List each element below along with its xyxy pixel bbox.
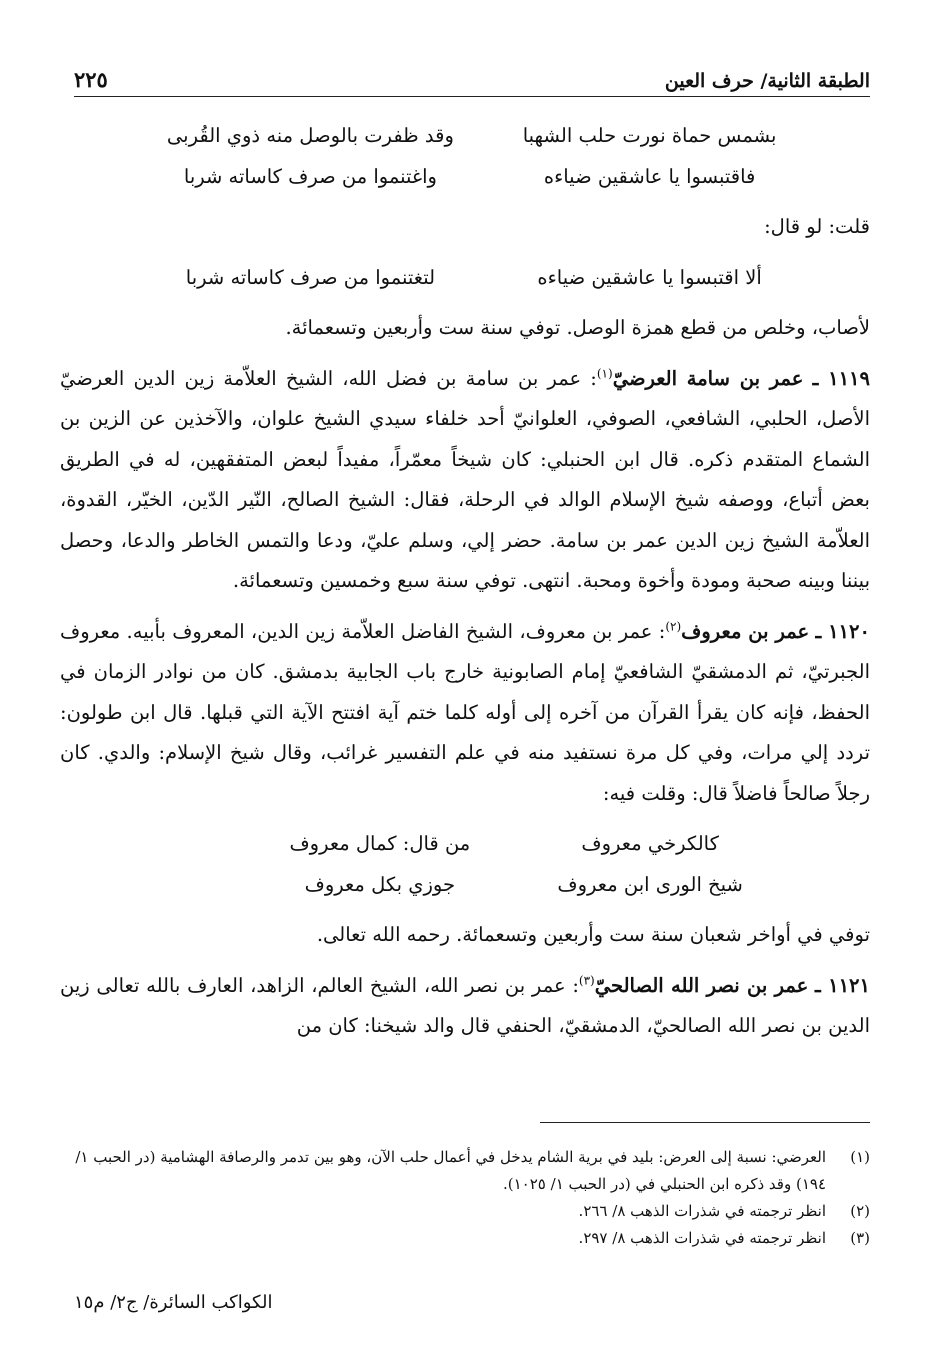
entry-text: : عمر بن معروف، الشيخ الفاضل العلاّمة زين الدين، المعروف بأبيه. معروف الجبرتيّ، ثم الدمشقيّ الشافعيّ إمام الصابونية خارج باب الجابية بدمشق. كان من نوادر الزمان في الحفظ، فإنه كان يقرأ القرآن من آخره إلى أوله كلما ختم آية افتتح الآية التي قبلها. قال ابن طولون: تردد إلي مرات، وفي كل مرة نستفيد منه في علم التفسير غرائب، وقال شيخ الإسلام: والدي. كان رجلاً صالحاً فاضلاً قال: وقلت فيه: xyxy=(60,619,870,805)
entry-number: ١١٢١ ـ xyxy=(815,973,870,997)
footnote-number: (١) xyxy=(850,1148,870,1166)
footnote-text: انظر ترجمته في شذرات الذهب ٨/ ٢٦٦. xyxy=(578,1202,826,1220)
verse-hemistich: واغتنموا من صرف كاساته شربا xyxy=(183,164,437,188)
verse-hemistich: وقد ظفرت بالوصل منه ذوي القُربى xyxy=(166,124,454,147)
verse-hemistich: كالكرخي معروف xyxy=(581,832,719,855)
verse-hemistich: بشمس حماة نورت حلب الشهبا xyxy=(522,124,777,147)
entry-number: ١١١٩ ـ xyxy=(812,366,871,390)
entry-1121 xyxy=(60,966,870,1047)
entry-1120 xyxy=(60,612,870,815)
footnote-ref[interactable]: (١) xyxy=(596,366,613,380)
entry-number: ١١٢٠ ـ xyxy=(815,619,870,643)
qultu-line: قلت: لو قال: xyxy=(764,215,870,238)
verse-hemistich: من قال: كمال معروف xyxy=(289,832,471,855)
verse-line xyxy=(60,116,870,157)
signature-mark: الكواكب السائرة/ ج٢/ م١٥ xyxy=(74,1292,273,1313)
paragraph: لأصاب، وخلص من قطع همزة الوصل. توفي سنة ست وأربعين وتسعمائة. xyxy=(285,316,870,339)
entry-text: : عمر بن نصر الله، الشيخ العالم، الزاهد، العارف بالله تعالى زين الدين بن نصر الله الصالحيّ، الدمشقيّ، الحنفي قال والد شيخنا: كان من xyxy=(60,973,870,1037)
footnote-ref[interactable]: (٢) xyxy=(665,619,682,633)
entry-text: : عمر بن سامة بن فضل الله، الشيخ العلاّمة زين الدين العرضيّ الأصل، الحلبي، الشافعي، الصوفي، العلوانيّ أحد خلفاء سيدي الشيخ علوان، والآخذين عن الزين بن الشماع المتقدم ذكره. قال ابن الحنبلي: كان شيخاً معمّراً، مفيداً لبعض المتفقهين، له في الطريق بعض أتباع، ووصفه شيخ الإسلام الوالد في الرحلة، فقال: الشيخ الصالح، النّير الدّين، الخيّر، القدوة، العلاّمة الشيخ زين الدين عمر بن سامة. حضر إلي، وسلم عليّ، ودعا والتمس الخاطر والدعا، وحصل بيننا وبينه صحبة ومودة وأخوة ومحبة. انتهى. توفي سنة سبع وخمسين وتسعمائة. xyxy=(60,366,870,592)
page-number: ٢٢٥ xyxy=(74,67,108,92)
verse-line xyxy=(60,258,870,299)
verse-hemistich: لتغتنموا من صرف كاساته شربا xyxy=(185,265,436,289)
verse-line xyxy=(60,865,870,906)
footnote-number: (٣) xyxy=(850,1229,870,1247)
verse-hemistich: جوزي بكل معروف xyxy=(304,872,456,896)
verse-line xyxy=(60,824,870,865)
entry-name: عمر بن معروف xyxy=(681,619,810,643)
verse-hemistich: شيخ الورى ابن معروف xyxy=(557,872,743,896)
footnote-number: (٢) xyxy=(850,1202,870,1220)
main-text xyxy=(60,116,870,1047)
verse-line xyxy=(60,157,870,198)
footnote-ref[interactable]: (٣) xyxy=(578,973,595,987)
footnote xyxy=(74,1225,870,1252)
footnote xyxy=(74,1198,870,1225)
entry-name: عمر بن سامة العرضيّ xyxy=(612,366,804,390)
footnote-text: انظر ترجمته في شذرات الذهب ٨/ ٢٩٧. xyxy=(578,1229,826,1247)
paragraph: توفي في أواخر شعبان سنة ست وأربعين وتسعمائة. رحمه الله تعالى. xyxy=(316,923,870,946)
verse-hemistich: ألا اقتبسوا يا عاشقين ضياءه xyxy=(537,265,762,289)
header-title: الطبقة الثانية/ حرف العين xyxy=(664,70,870,92)
footnote-text: العرضي: نسبة إلى العرض: بليد في برية الشام يدخل في أعمال حلب الآن، وهو بين تدمر والرصافة الهشامية (در الحبب ١/ ١٩٤) وقد ذكره ابن الحنبلي في (در الحبب ١/ ١٠٢٥). xyxy=(75,1148,826,1193)
entry-1119 xyxy=(60,359,870,602)
footnote xyxy=(74,1144,870,1198)
footnotes xyxy=(74,1144,870,1252)
entry-name: عمر بن نصر الله الصالحيّ xyxy=(594,973,809,997)
footnote-rule xyxy=(540,1122,870,1123)
verse-hemistich: فاقتبسوا يا عاشقين ضياءه xyxy=(543,164,756,188)
running-header xyxy=(74,58,870,97)
